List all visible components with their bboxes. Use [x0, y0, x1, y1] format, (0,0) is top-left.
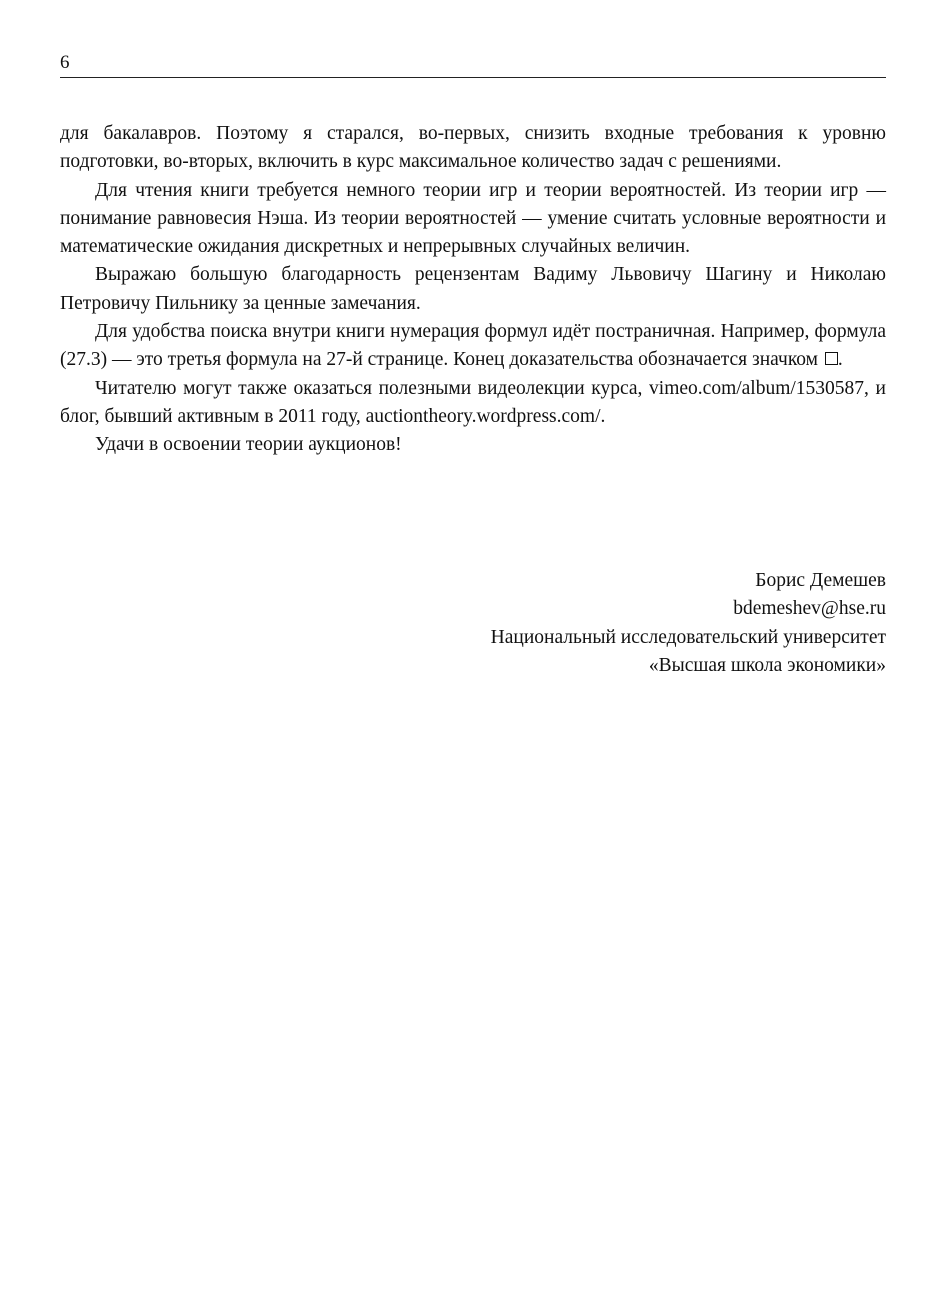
paragraph-prerequisites: Для чтения книги требуется немного теории игр и теории вероятностей. Из теории игр — понимание равновесия Нэша. Из теории вероятностей — умение считать условные вероятности и математические ожидания дискретных и непрерывных случайных величин. [60, 179, 886, 258]
signature-block [286, 567, 886, 680]
page-header [60, 50, 886, 78]
paragraph-good-luck: Удачи в освоении теории аукционов! [95, 434, 402, 456]
author-name: Борис Демешев [755, 570, 886, 591]
square-outline-icon [825, 352, 838, 365]
paragraph-video-lectures: Читателю могут также оказаться полезными видеолекции курса, vimeo.com/album/1530587, и блог, бывший активным в 2011 году, auctiontheory.wordpress.com/. [60, 377, 886, 427]
author-email: bdemeshev@hse.ru [733, 598, 886, 620]
page [60, 0, 886, 1300]
formula-numbering-text: Для удобства поиска внутри книги нумерация формул идёт постраничная. Например, формула (27.3) — это третья формула на 27-й странице. Конец доказательства обозначается значком [60, 321, 886, 371]
paragraph-formula-numbering: Для удобства поиска внутри книги нумерация формул идёт постраничная. Например, формула (27.3) — это третья формула на 27-й странице. Конец доказательства обозначается значком . [60, 321, 886, 371]
paragraph-continuation: для бакалавров. Поэтому я старался, во-первых, снизить входные требования к уровню подготовки, во-вторых, включить в курс максимальное количество задач с решениями. [60, 123, 886, 173]
page-number: 6 [60, 52, 70, 73]
affiliation-line-1: Национальный исследовательский университет [490, 626, 886, 648]
paragraph-acknowledgements: Выражаю большую благодарность рецензентам Вадиму Львовичу Шагину и Николаю Петровичу Пильнику за ценные замечания. [60, 264, 886, 314]
affiliation-line-2: «Высшая школа экономики» [648, 654, 886, 676]
body-text [60, 120, 886, 460]
